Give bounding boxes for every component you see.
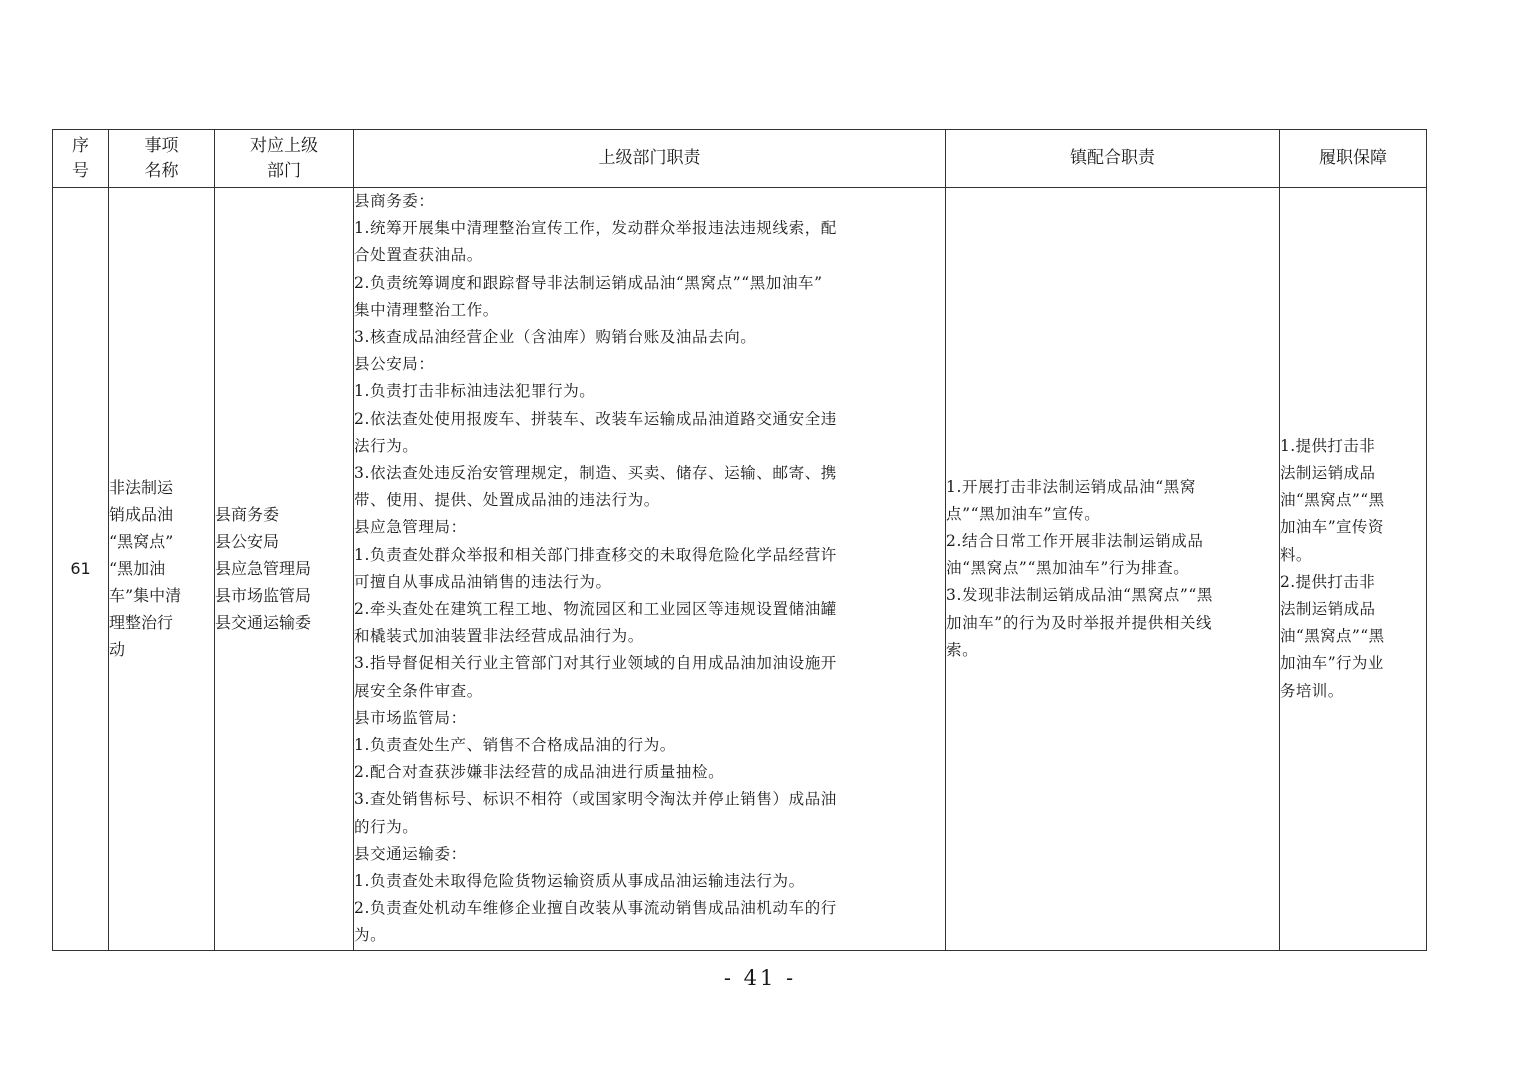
page-number: - 41 - (723, 966, 797, 990)
table-row (53, 188, 1427, 951)
row-serial-number: 61 (53, 188, 109, 951)
responsibility-table (52, 129, 1427, 951)
row-guarantee: 1.提供打击非 法制运销成品 油“黑窝点”“黑 加油车”宣传资 料。 2.提供打击非 法制运销成品 油“黑窝点”“黑 加油车”行为业 务培训。 (1280, 188, 1427, 951)
header-superior-department: 对应上级 部门 (215, 130, 354, 188)
header-superior-duties: 上级部门职责 (354, 130, 946, 188)
row-departments: 县商务委 县公安局 县应急管理局 县市场监管局 县交通运输委 (215, 188, 354, 951)
row-town-duties: 1.开展打击非法制运销成品油“黑窝 点”“黑加油车”宣传。 2.结合日常工作开展非法制运销成品 油“黑窝点”“黑加油车”行为排查。 3.发现非法制运销成品油“黑窝点”“黑 加油车”的行为及时举报并提供相关线 索。 (946, 188, 1280, 951)
row-superior-duties: 县商务委： 1.统筹开展集中清理整治宣传工作，发动群众举报违法违规线索，配 合处置查获油品。 2.负责统筹调度和跟踪督导非法制运销成品油“黑窝点”“黑加油车” 集中清理整治工作。 3.核查成品油经营企业（含油库）购销台账及油品去向。 县公安局： 1.负责打击非标油违法犯罪行为。 2.依法查处使用报废车、拼装车、改装车运输成品油道路交通安全违 法行为。 3.依法查处违反治安管理规定，制造、买卖、储存、运输、邮寄、携 带、使用、提供、处置成品油的违法行为。 县应急管理局： 1.负责查处群众举报和相关部门排查移交的未取得危险化学品经营许 可擅自从事成品油销售的违法行为。 2.牵头查处在建筑工程工地、物流园区和工业园区等违规设置储油罐 和橇装式加油装置非法经营成品油行为。 3.指导督促相关行业主管部门对其行业领域的自用成品油加油设施开 展安全条件审查。 县市场监管局： 1.负责查处生产、销售不合格成品油的行为。 2.配合对查获涉嫌非法经营的成品油进行质量抽检。 3.查处销售标号、标识不相符（或国家明令淘汰并停止销售）成品油 的行为。 县交通运输委： 1.负责查处未取得危险货物运输资质从事成品油运输违法行为。 2.负责查处机动车维修企业擅自改装从事流动销售成品油机动车的行 为。 (354, 188, 946, 951)
row-item-name: 非法制运 销成品油 “黑窝点” “黑加油 车”集中清 理整治行 动 (109, 188, 215, 951)
header-guarantee: 履职保障 (1280, 130, 1427, 188)
header-item-name: 事项 名称 (109, 130, 215, 188)
header-serial-number: 序 号 (53, 130, 109, 188)
header-town-duties: 镇配合职责 (946, 130, 1280, 188)
table-header-row (53, 130, 1427, 188)
